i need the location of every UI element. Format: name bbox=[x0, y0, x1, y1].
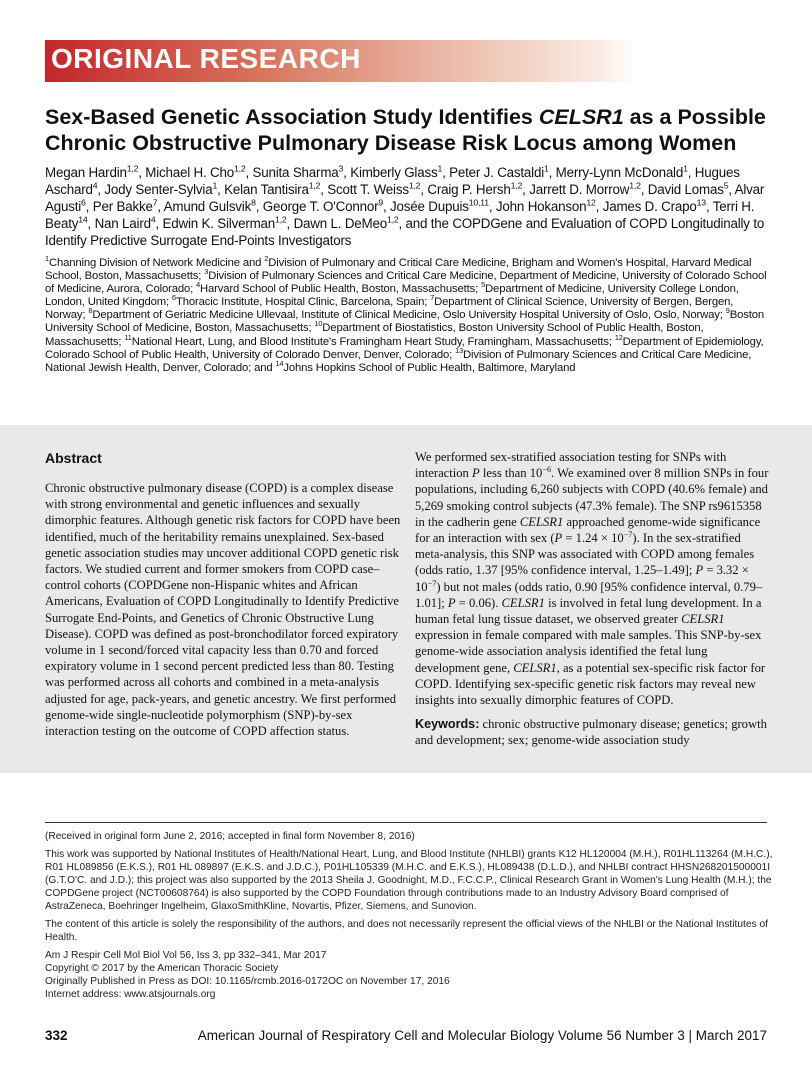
page-number: 332 bbox=[45, 1028, 68, 1043]
citation-line: Am J Respir Cell Mol Biol Vol 56, Iss 3, pp 332–341, Mar 2017 bbox=[45, 950, 327, 961]
abstract-heading: Abstract bbox=[45, 450, 102, 466]
funding-note: This work was supported by National Institutes of Health/National Heart, Lung, and Blood Institute (NHLBI) grants K12 HL120004 (M.H.), R01HL113264 (M.H.C.), R01 HL089856 (E.K.S.), R01 HL 089897 (E.K.S. and J.D.C.), P01HL105339 (M.H.C. and E.K.S.), HL089438 (D.L.D.), and NHLBI contract HHSN268201500001I (G.T.O'C. and J.D.); this project was also supported by the 2013 Sheila J. Goodnight, M.D., F.C.C.P., Clinical Research Grant in Women's Lung Health (M.H.); the COPDGene project (NCT00608764) is also supported by the COPD Foundation through contributions made to an Industry Advisory Board comprised of AstraZeneca, Boehringer Ingelheim, GlaxoSmithKline, Novartis, Pfizer, Siemens, and Sunovion. bbox=[45, 849, 773, 912]
keywords-text: chronic obstructive pulmonary disease; genetics; growth and development; sex; genome-wide association study bbox=[415, 717, 767, 748]
doi-line: Originally Published in Press as DOI: 10.1165/rcmb.2016-0172OC on November 17, 2016 bbox=[45, 976, 450, 987]
internet-address[interactable]: Internet address: www.atsjournals.org bbox=[45, 989, 216, 1000]
keywords bbox=[415, 716, 771, 748]
abstract-column-2 bbox=[415, 449, 771, 749]
affiliations: $^1$Channing Division of Network Medicine and $^2$Division of Pulmonary and Critical Care Medicine, Brigham and Women's Hospital, Harvard Medical School, Boston, Massachusetts; $^3$Division of Pulmonary Sciences and Critical Care Medicine, Department of Medicine, University of Colorado School of Medicine, Aurora, Colorado; $^4$Harvard School of Public Health, Boston, Massachusetts; $^5$Department of Medicine, University College London, London, United Kingdom; $^6$Thoracic Institute, Hospital Clinic, Barcelona, Spain; $^7$Department of Clinical Science, University of Bergen, Bergen, Norway; $^8$Department of Geriatric Medicine Ullevaal, Institute of Clinical Medicine, Oslo University Hospital University of Oslo, Oslo, Norway; $^9$Boston University School of Medicine, Boston, Massachusetts; $^{10}$Department of Biostatistics, Boston University School of Public Health, Boston, Massachusetts; $^{11}$National Heart, Lung, and Blood Institute's Framingham Heart Study, Framingham, Massachusetts; $^{12}$Department of Epidemiology, Colorado School of Public Health, University of Colorado Denver, Denver, Colorado; $^{13}$Division of Pulmonary Sciences and Critical Care Medicine, National Jewish Health, Denver, Colorado; and $^{14}$Johns Hopkins School of Public Health, Baltimore, Maryland bbox=[45, 254, 767, 374]
title-gene: CELSR1 bbox=[538, 105, 624, 129]
article-title bbox=[45, 104, 775, 156]
banner-label: ORIGINAL RESEARCH bbox=[51, 43, 361, 74]
footnotes bbox=[45, 830, 775, 1001]
keywords-label: Keywords: bbox=[415, 717, 480, 732]
abstract-column-1: Chronic obstructive pulmonary disease (COPD) is a complex disease with strong environmental and genetic influences and sexually dimorphic features. Although genetic risk factors for COPD have been identified, much of the heritability remains unexplained. Sex-based genetic association studies may uncover additional COPD genetic risk factors. We studied current and former smokers from COPD case–control cohorts (COPDGene non-Hispanic whites and African Americans, Evaluation of COPD Longitudinally to Identify Predictive Surrogate End-Points, and Genetics of Chronic Obstructive Lung Disease). COPD was defined as post-bronchodilator forced expiratory volume in 1 second/forced vital capacity less than 0.70 and forced expiratory volume in 1 second percent predicted less than 80. Testing was performed across all cohorts and combined in a meta-analysis adjusted for age, pack-years, and genetic ancestry. We first performed genome-wide single-nucleotide polymorphism (SNP)-by-sex interaction testing on the outcome of COPD affection status. bbox=[45, 481, 401, 739]
copyright-line: Copyright © 2017 by the American Thoracic Society bbox=[45, 963, 279, 974]
received-dates: (Received in original form June 2, 2016; accepted in final form November 8, 2016) bbox=[45, 831, 415, 842]
page-footer bbox=[45, 1028, 767, 1043]
disclaimer: The content of this article is solely the responsibility of the authors, and does not necessarily represent the official views of the NHLBI or the National Institutes of Health. bbox=[45, 919, 768, 943]
journal-name: American Journal of Respiratory Cell and Molecular Biology Volume 56 Number 3 | March 2017 bbox=[197, 1028, 767, 1043]
title-part: as a Possible Chronic Obstructive Pulmonary Disease Risk Locus among Women bbox=[45, 105, 766, 155]
abstract-text: We performed sex-stratified association testing for SNPs with interaction P less than $10^{-6}$. We examined over 8 million SNPs in four populations, including 6,260 subjects with COPD (40.6% female) and 5,269 smoking control subjects (47.3% female). The SNP rs9615358 in the cadherin gene CELSR1 approached genome-wide significance for an interaction with sex $(P = 1.24 \times 10^{-7})$. In the sex-stratified meta-analysis, this SNP was associated with COPD among females (odds ratio, 1.37 [95% confidence interval, 1.25–1.49]; $P = 3.32 \times 10^{-7}$) but not males (odds ratio, 0.90 [95% confidence interval, 0.79–1.01]; P = 0.06). CELSR1 is involved in fetal lung development. In a human fetal lung tissue dataset, we observed greater CELSR1 expression in female compared with male samples. This SNP-by-sex genome-wide association analysis identified the fetal lung development gene, CELSR1, as a potential sex-specific risk factor for COPD. Identifying sex-specific genetic risk factors may reveal new insights into sexually dimorphic features of COPD. bbox=[415, 450, 769, 708]
title-part: Sex-Based Genetic Association Study Identifies bbox=[45, 105, 539, 129]
section-banner bbox=[45, 40, 635, 82]
divider bbox=[45, 822, 767, 823]
author-list: Megan Hardin$^{1,2}$, Michael H. Cho$^{1,2}$, Sunita Sharma$^3$, Kimberly Glass$^1$, Peter J. Castaldi$^1$, Merry-Lynn McDonald$^1$, Hugues Aschard$^4$, Jody Senter-Sylvia$^1$, Kelan Tantisira$^{1,2}$, Scott T. Weiss$^{1,2}$, Craig P. Hersh$^{1,2}$, Jarrett D. Morrow$^{1,2}$, David Lomas$^5$, Alvar Agusti$^6$, Per Bakke$^7$, Amund Gulsvik$^8$, George T. O'Connor$^9$, Josée Dupuis$^{10,11}$, John Hokanson$^{12}$, James D. Crapo$^{13}$, Terri H. Beaty$^{14}$, Nan Laird$^4$, Edwin K. Silverman$^{1,2}$, Dawn L. DeMeo$^{1,2}$, and the COPDGene and Evaluation of COPD Longitudinally to Identify Predictive Surrogate End-Points Investigators bbox=[45, 163, 765, 248]
